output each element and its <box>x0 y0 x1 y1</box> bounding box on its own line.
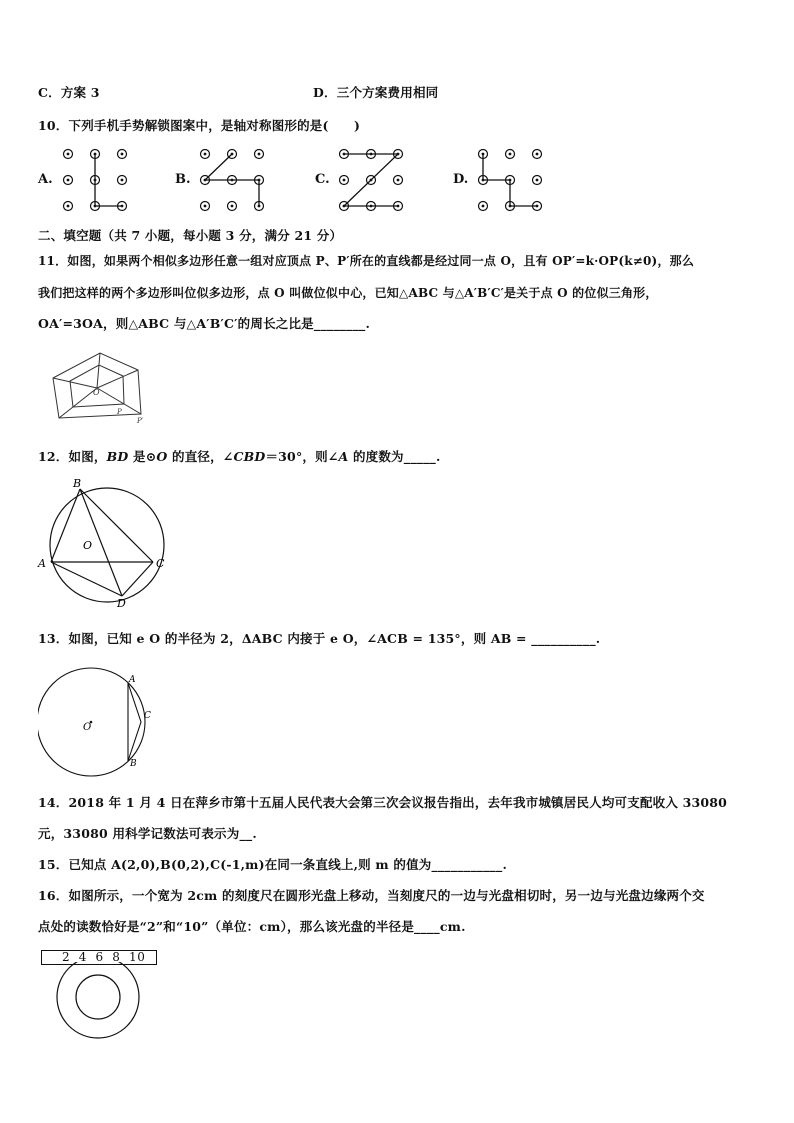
q9-option-c: C．方案 3 <box>38 85 100 100</box>
q16-line1: 16．如图所示，一个宽为 2cm 的刻度尺在圆形光盘上移动，当刻度尺的一边与光盘相切时，另一边与光盘边缘两个交 <box>38 888 705 903</box>
q13-label-c: C <box>144 711 151 721</box>
q10-label-b: B. <box>175 172 191 187</box>
q13-circle-figure <box>38 665 168 780</box>
q12-var-bd: BD <box>106 449 129 464</box>
q11-line1: 11．如图，如果两个相似多边形任意一组对应顶点 P、P′所在的直线都是经过同一点 O，且有 OP′=k·OP(k≠0)，那么 <box>38 254 695 268</box>
q12-circle-figure <box>35 475 175 610</box>
q11-label-o: O <box>93 388 100 397</box>
pattern-b-dots <box>201 150 264 211</box>
q11-line2: 我们把这样的两个多边形叫位似多边形，点 O 叫做位似中心，已知△ABC 与△A′B′C′是关于点 O 的位似三角形， <box>38 286 658 300</box>
q13-label-b: B <box>130 759 137 769</box>
q11-label-p: P <box>117 408 122 416</box>
q15-stem: 15．已知点 A(2,0),B(0,2),C(-1,m)在同一条直线上,则 m 的值为___________. <box>38 857 507 872</box>
q12-text-e: 的度数为_____. <box>348 449 441 464</box>
q12-text-c: 的直径，∠ <box>167 449 234 464</box>
q11-line3: OA′=3OA，则△ABC 与△A′B′C′的周长之比是________. <box>38 316 371 331</box>
q10-label-c: C. <box>315 172 330 187</box>
section-heading: 二、填空题（共 7 小题，每小题 3 分，满分 21 分） <box>38 228 343 243</box>
q12-label-c: C <box>156 557 165 570</box>
q12-label-d: D <box>117 597 126 610</box>
q9-option-d: D．三个方案费用相同 <box>313 85 439 100</box>
q16-disc-figure <box>50 962 150 1040</box>
q14-line2: 元，33080 用科学记数法可表示为__. <box>38 826 257 841</box>
q12-stem <box>38 447 441 465</box>
q13-label-a: A <box>129 675 136 685</box>
q13-label-o: O <box>83 722 92 733</box>
q11-label-p-prime: P′ <box>137 417 144 425</box>
q12-label-b: B <box>73 477 82 490</box>
q10-label-a: A. <box>38 172 53 187</box>
q16-ruler-label: 2 4 6 8 10 <box>62 950 146 964</box>
q12-label-a: A <box>38 557 46 570</box>
q10-stem: 10．下列手机手势解锁图案中，是轴对称图形的是( ) <box>38 118 361 133</box>
q12-text-a: 12．如图， <box>38 449 107 464</box>
q12-var-o: O <box>156 449 168 464</box>
pattern-d-dots <box>479 150 542 211</box>
q12-label-o: O <box>83 539 93 552</box>
q10-label-d: D. <box>453 172 469 187</box>
q16-line2: 点处的读数恰好是“2”和“10”（单位：cm），那么该光盘的半径是____cm. <box>38 919 466 934</box>
q11-homothety-figure <box>45 348 155 426</box>
q12-var-a: A <box>338 449 349 464</box>
q12-text-b: 是⊙ <box>128 449 157 464</box>
q12-text-d: ＝30°，则∠ <box>265 449 339 464</box>
q12-var-cbd: CBD <box>233 449 266 464</box>
q13-stem: 13．如图，已知 e O 的半径为 2，ΔABC 内接于 e O，∠ACB = 135°，则 AB = __________. <box>38 631 601 646</box>
q14-line1: 14．2018 年 1 月 4 日在萍乡市第十五届人民代表大会第三次会议报告指出，去年我市城镇居民人均可支配收入 33080 <box>38 795 728 810</box>
pattern-a-dots <box>64 150 127 211</box>
q10-pattern-figures <box>55 145 555 215</box>
